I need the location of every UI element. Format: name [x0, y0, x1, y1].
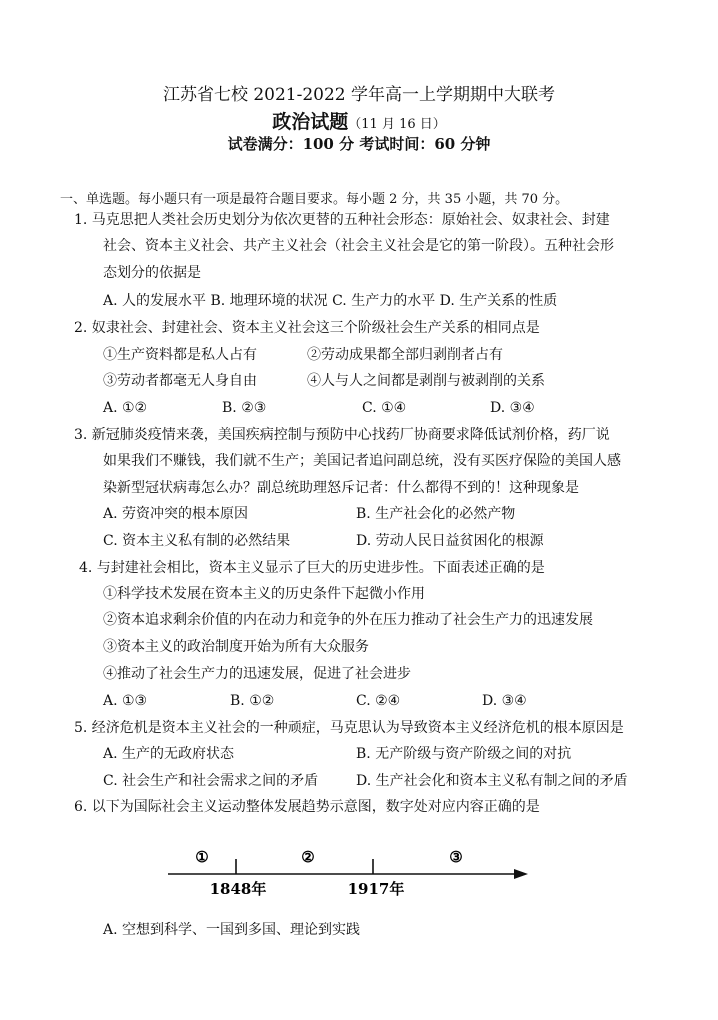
- q2-option-a: A. ①②: [103, 400, 148, 416]
- q2-statement-2: ②劳动成果都全部归剥削者占有: [307, 347, 503, 363]
- q4-option-b: B. ①②: [230, 693, 275, 709]
- timeline-marker-2: ②: [301, 848, 315, 866]
- q2-statement-3: ③劳动者都毫无人身自由: [103, 373, 257, 389]
- q6-option-a: A. 空想到科学、一国到多国、理论到实践: [103, 922, 361, 938]
- q3-option-a: A. 劳资冲突的根本原因: [103, 506, 249, 522]
- q5-option-c: C. 社会生产和社会需求之间的矛盾: [103, 773, 319, 789]
- q3-line2: 如果我们不赚钱，我们就不生产；美国记者追问副总统，没有买医疗保险的美国人感: [103, 453, 621, 469]
- q4-option-c: C. ②④: [356, 693, 401, 709]
- q4-statement-2: ②资本追求剩余价值的内在动力和竞争的外在压力推动了社会生产力的迅速发展: [103, 612, 593, 628]
- q3-line3: 染新型冠状病毒怎么办？副总统助理怒斥记者：什么都得不到的！这种现象是: [103, 480, 579, 496]
- q4-stem: 4. 与封建社会相比，资本主义显示了巨大的历史进步性。下面表述正确的是: [79, 560, 545, 576]
- q4-option-d: D. ③④: [482, 693, 527, 709]
- section-heading: 一、单选题。每小题只有一项是最符合题目要求。每小题 2 分，共 35 小题，共 70 分。: [60, 192, 569, 207]
- exam-subject: [0, 107, 718, 134]
- timeline-marker-3: ③: [449, 848, 463, 866]
- timeline-arrow-icon: [514, 869, 528, 879]
- q5-option-d: D. 生产社会化和资本主义私有制之间的矛盾: [356, 773, 628, 789]
- q1-line2: 社会、资本主义社会、共产主义社会（社会主义社会是它的第一阶段）。五种社会形: [103, 238, 614, 254]
- q5-option-a: A. 生产的无政府状态: [103, 746, 235, 762]
- q3-line1: 3. 新冠肺炎疫情来袭，美国疾病控制与预防中心找药厂协商要求降低试剂价格，药厂说: [74, 427, 610, 443]
- timeline-year-1848: 1848年: [209, 880, 267, 898]
- q2-option-d: D. ③④: [490, 400, 535, 416]
- exam-title: 江苏省七校 2021-2022 学年高一上学期期中大联考: [162, 85, 556, 105]
- q2-statement-1: ①生产资料都是私人占有: [103, 347, 257, 363]
- q5-stem: 5. 经济危机是资本主义社会的一种顽症，马克思认为导致资本主义经济危机的根本原因是: [74, 720, 624, 736]
- timeline-marker-1: ①: [195, 848, 209, 866]
- q1-line1: 1. 马克思把人类社会历史划分为依次更替的五种社会形态：原始社会、奴隶社会、封建: [74, 212, 610, 228]
- timeline-diagram: [160, 842, 540, 902]
- q4-statement-4: ④推动了社会生产力的迅速发展，促进了社会进步: [103, 666, 411, 682]
- q2-option-b: B. ②③: [222, 400, 267, 416]
- q4-statement-1: ①科学技术发展在资本主义的历史条件下起微小作用: [103, 586, 425, 602]
- q5-option-b: B. 无产阶级与资产阶级之间的对抗: [356, 746, 572, 762]
- q3-option-b: B. 生产社会化的必然产物: [356, 506, 516, 522]
- q1-line3: 态划分的依据是: [103, 265, 201, 281]
- timeline-year-1917: 1917年: [347, 880, 405, 898]
- q6-stem: 6. 以下为国际社会主义运动整体发展趋势示意图，数字处对应内容正确的是: [74, 799, 540, 815]
- q4-option-a: A. ①③: [103, 693, 148, 709]
- exam-date: （11 月 16 日）: [348, 117, 446, 132]
- q2-stem: 2. 奴隶社会、封建社会、资本主义社会这三个阶级社会生产关系的相同点是: [74, 320, 540, 336]
- q4-statement-3: ③资本主义的政治制度开始为所有大众服务: [103, 639, 369, 655]
- q3-option-d: D. 劳动人民日益贫困化的根源: [356, 533, 544, 549]
- q2-statement-4: ④人与人之间都是剥削与被剥削的关系: [307, 373, 545, 389]
- q2-option-c: C. ①④: [362, 400, 407, 416]
- exam-info: 试卷满分：100 分 考试时间：60 分钟: [227, 135, 491, 153]
- subject-label: 政治试题: [272, 111, 349, 133]
- q1-options: A. 人的发展水平 B. 地理环境的状况 C. 生产力的水平 D. 生产关系的性质: [103, 293, 558, 309]
- q3-option-c: C. 资本主义私有制的必然结果: [103, 533, 291, 549]
